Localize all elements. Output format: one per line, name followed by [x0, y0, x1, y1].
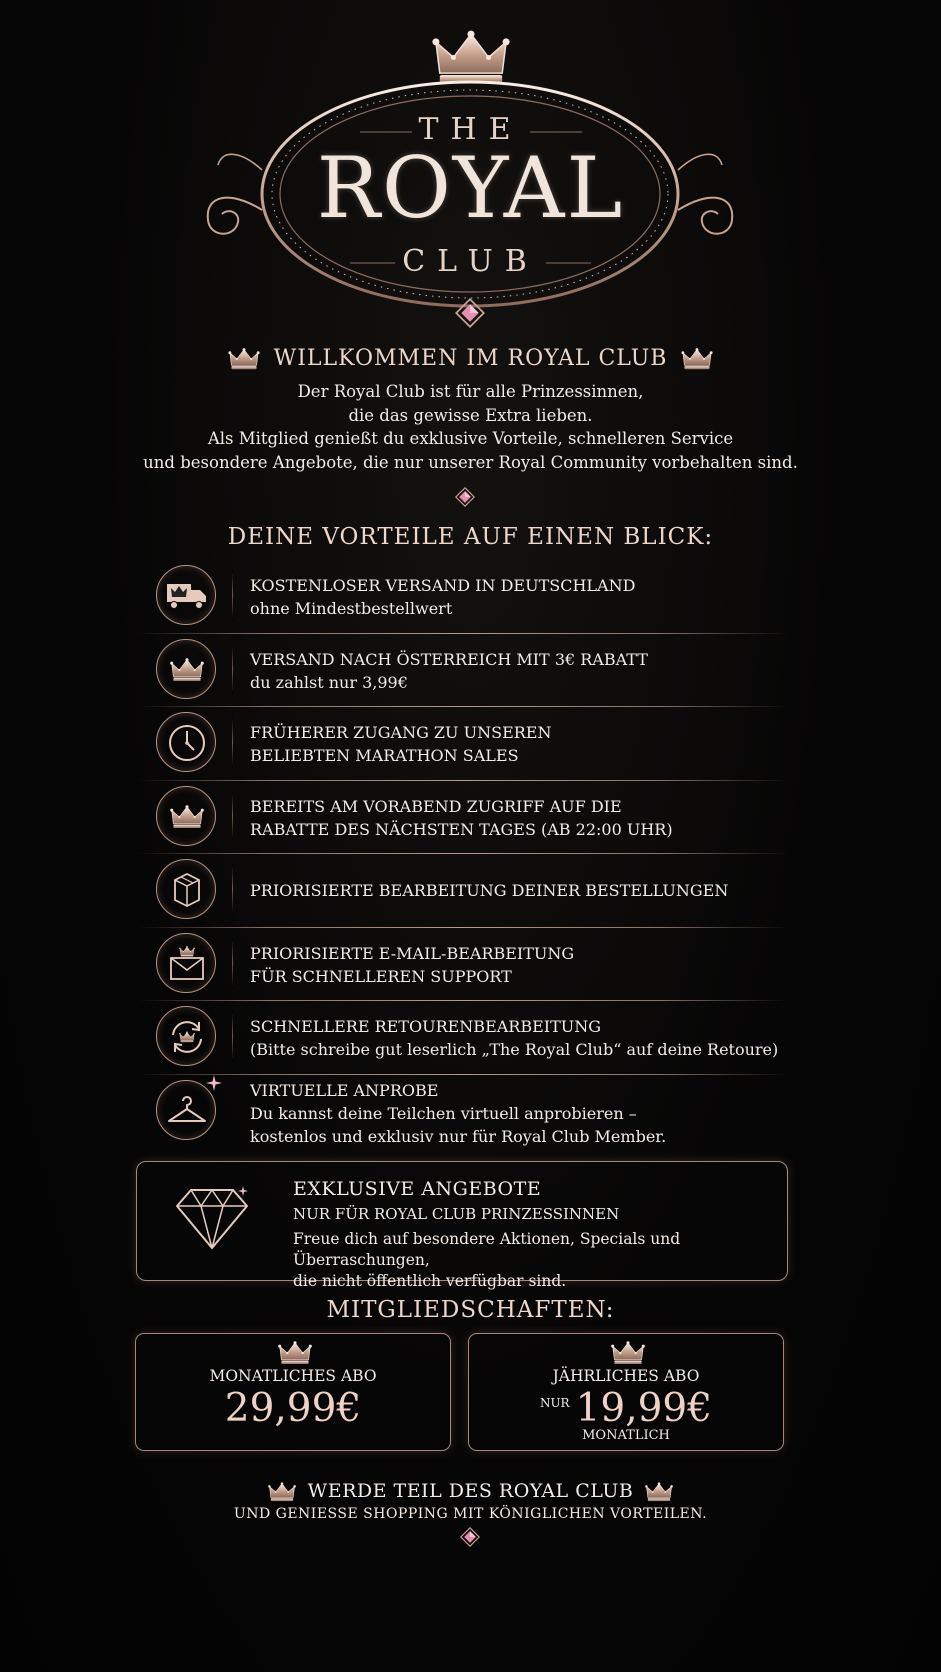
crown-icon [645, 1482, 673, 1502]
exclusive-text-line: die nicht öffentlich verfügbar sind. [293, 1272, 567, 1290]
benefits-list [138, 560, 788, 1155]
benefit-text [250, 1079, 790, 1148]
package-icon [156, 859, 216, 919]
exclusive-subtitle: NUR FÜR ROYAL CLUB PRINZESSINNEN [293, 1205, 620, 1223]
title-line [116, 535, 216, 541]
benefit-heading: BEREITS AM VORABEND ZUGRIFF AUF DIE [250, 796, 622, 816]
benefit-detail: FÜR SCHNELLEREN SUPPORT [250, 966, 512, 986]
welcome-title [0, 346, 941, 371]
benefit-item [138, 560, 788, 634]
benefit-text [250, 1015, 790, 1061]
crown-icon [278, 1341, 312, 1365]
benefit-heading: KOSTENLOSER VERSAND IN DEUTSCHLAND [250, 576, 636, 595]
benefit-heading: VERSAND NACH ÖSTERREICH MIT 3€ RABATT [250, 649, 648, 669]
benefit-heading: VIRTUELLE ANPROBE [250, 1080, 439, 1100]
plan-price: 29,99€ [224, 1386, 362, 1431]
plan-price-suffix: MONATLICH [582, 1428, 670, 1443]
ornament-divider [0, 1527, 941, 1547]
crown-icon [432, 31, 509, 83]
benefit-heading: PRIORISIERTE E-MAIL-BEARBEITUNG [250, 943, 575, 963]
logo-club: CLUB [402, 244, 539, 279]
title-line [134, 1308, 314, 1314]
benefit-item [138, 1075, 788, 1155]
crown-icon [228, 348, 260, 370]
plan-monthly[interactable] [135, 1333, 451, 1451]
benefit-heading: SCHNELLERE RETOURENBEARBEITUNG [250, 1017, 602, 1036]
benefit-item [138, 634, 788, 708]
benefit-text [250, 574, 790, 620]
crown-icon [268, 1482, 296, 1502]
benefit-heading: FRÜHERER ZUGANG ZU UNSEREN [250, 723, 552, 742]
plan-price-row [469, 1386, 783, 1431]
sparkle-icon [206, 1075, 222, 1091]
plan-name: MONATLICHES ABO [209, 1367, 377, 1385]
benefit-detail: BELIEBTEN MARATHON SALES [250, 746, 519, 765]
title-line [627, 1308, 807, 1314]
welcome-title-text: WILLKOMMEN IM ROYAL CLUB [273, 346, 668, 371]
ornament-divider [0, 487, 941, 507]
plan-price-prefix: NUR [539, 1396, 570, 1410]
truck-icon [156, 565, 216, 625]
benefit-detail: RABATTE DES NÄCHSTEN TAGES (AB 22:00 UHR) [250, 819, 673, 839]
benefit-detail: Du kannst deine Teilchen virtuell anprobieren – [250, 1103, 637, 1123]
benefit-item [138, 854, 788, 928]
exclusive-title: EXKLUSIVE ANGEBOTE [293, 1178, 542, 1200]
memberships-title [0, 1297, 941, 1323]
benefit-detail: ohne Mindestbestellwert [250, 599, 453, 618]
benefit-text [250, 795, 790, 841]
benefit-heading: PRIORISIERTE BEARBEITUNG DEINER BESTELLUNGEN [250, 881, 729, 900]
plan-price: 19,99€ [575, 1386, 713, 1431]
benefits-title [0, 524, 941, 550]
gem-icon [456, 299, 484, 327]
benefits-title-text: DEINE VORTEILE AUF EINEN BLICK: [227, 524, 714, 550]
benefit-text [250, 879, 790, 902]
exclusive-text-line: Freue dich auf besondere Aktionen, Specials und Überraschungen, [293, 1230, 681, 1269]
footer-line [0, 1462, 941, 1468]
benefit-item [138, 928, 788, 1002]
benefit-detail: kostenlos und exklusiv nur für Royal Club Member. [250, 1126, 667, 1146]
exclusive-offers-box [136, 1161, 788, 1290]
logo-the: THE [418, 112, 523, 147]
crown-icon [681, 348, 713, 370]
crown-icon [156, 786, 216, 846]
benefit-text [250, 942, 790, 988]
benefit-detail: du zahlst nur 3,99€ [250, 672, 408, 692]
exclusive-text [293, 1229, 773, 1292]
crown-icon [611, 1341, 645, 1365]
crown-icon [156, 639, 216, 699]
welcome-text [100, 380, 841, 474]
benefit-text [250, 721, 790, 767]
benefit-detail: (Bitte schreibe gut leserlich „The Royal Club“ auf deine Retoure) [250, 1040, 779, 1059]
benefit-text [250, 648, 790, 694]
plan-name: JÄHRLICHES ABO [552, 1367, 700, 1385]
logo-royal: ROYAL [316, 139, 625, 237]
footer-cta-text: WERDE TEIL DES ROYAL CLUB [307, 1480, 634, 1502]
mail-icon [156, 933, 216, 993]
benefit-item [138, 781, 788, 855]
title-line [725, 535, 825, 541]
footer-cta [0, 1480, 941, 1502]
royal-club-logo [0, 0, 941, 340]
plan-yearly[interactable] [468, 1333, 784, 1451]
welcome-line: und besondere Angebote, die nur unserer Royal Community vorbehalten sind. [143, 452, 798, 472]
benefit-item [138, 1001, 788, 1075]
clock-icon [156, 712, 216, 772]
return-icon [156, 1006, 216, 1066]
welcome-line: die das gewisse Extra lieben. [348, 405, 593, 425]
benefit-item [138, 707, 788, 781]
welcome-line: Als Mitglied genießt du exklusive Vorteile, schnelleren Service [207, 429, 734, 448]
diamond-icon [173, 1184, 251, 1254]
memberships-title-text: MITGLIEDSCHAFTEN: [326, 1297, 615, 1323]
welcome-line: Der Royal Club ist für alle Prinzessinnen, [297, 382, 644, 401]
footer-subtext: UND GENIESSE SHOPPING MIT KÖNIGLICHEN VORTEILEN. [233, 1506, 708, 1522]
